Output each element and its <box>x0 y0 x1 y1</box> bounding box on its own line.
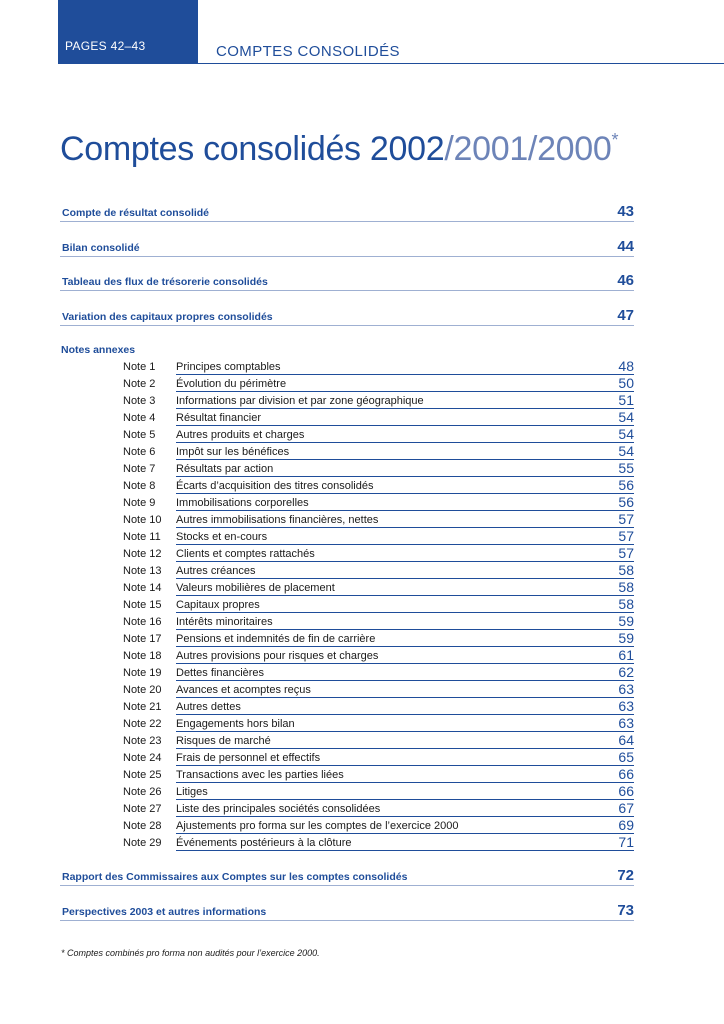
note-leader <box>176 732 634 749</box>
note-page: 59 <box>618 630 634 646</box>
note-page: 51 <box>618 392 634 408</box>
note-page: 57 <box>618 511 634 527</box>
toc-note-row[interactable] <box>0 800 724 817</box>
note-page: 66 <box>618 783 634 799</box>
toc-note-row[interactable] <box>0 681 724 698</box>
note-page: 63 <box>618 681 634 697</box>
note-leader <box>176 579 634 596</box>
note-page: 48 <box>618 358 634 374</box>
note-title: Dettes financières <box>176 667 265 679</box>
note-title: Impôt sur les bénéfices <box>176 446 290 458</box>
toc-note-row[interactable] <box>0 562 724 579</box>
note-leader <box>176 494 634 511</box>
toc-entry-equity-changes[interactable] <box>60 307 634 326</box>
toc-note-row[interactable] <box>0 545 724 562</box>
toc-entry-balance-sheet[interactable] <box>60 238 634 257</box>
note-number: Note 3 <box>123 395 156 407</box>
note-title: Informations par division et par zone géographique <box>176 395 424 407</box>
note-title: Autres dettes <box>176 701 241 713</box>
note-page: 56 <box>618 494 634 510</box>
note-leader <box>176 800 634 817</box>
note-title: Évolution du périmètre <box>176 378 287 390</box>
title-asterisk: * <box>611 130 619 150</box>
toc-entry-page: 44 <box>617 238 634 255</box>
toc-entry-label: Variation des capitaux propres consolidés <box>62 311 273 323</box>
note-title: Immobilisations corporelles <box>176 497 309 509</box>
note-number: Note 18 <box>123 650 162 662</box>
toc-note-row[interactable] <box>0 698 724 715</box>
note-leader <box>176 358 634 375</box>
toc-entry-auditors-report[interactable] <box>60 867 634 886</box>
note-page: 57 <box>618 545 634 561</box>
note-page: 58 <box>618 596 634 612</box>
note-page: 54 <box>618 443 634 459</box>
note-leader <box>176 630 634 647</box>
toc-note-row[interactable] <box>0 613 724 630</box>
toc-note-row[interactable] <box>0 579 724 596</box>
note-page: 59 <box>618 613 634 629</box>
note-leader <box>176 664 634 681</box>
note-leader <box>176 681 634 698</box>
note-leader <box>176 409 634 426</box>
note-leader <box>176 817 634 834</box>
toc-note-row[interactable] <box>0 783 724 800</box>
note-page: 58 <box>618 579 634 595</box>
note-number: Note 14 <box>123 582 162 594</box>
header-divider <box>198 63 724 64</box>
note-page: 71 <box>618 834 634 850</box>
note-page: 69 <box>618 817 634 833</box>
note-title: Principes comptables <box>176 361 281 373</box>
toc-note-row[interactable] <box>0 664 724 681</box>
toc-note-row[interactable] <box>0 647 724 664</box>
note-leader <box>176 596 634 613</box>
note-number: Note 7 <box>123 463 156 475</box>
note-page: 54 <box>618 426 634 442</box>
note-leader <box>176 528 634 545</box>
note-title: Intérêts minoritaires <box>176 616 273 628</box>
note-number: Note 20 <box>123 684 162 696</box>
note-leader <box>176 698 634 715</box>
note-title: Clients et comptes rattachés <box>176 548 315 560</box>
note-page: 58 <box>618 562 634 578</box>
notes-list <box>0 358 724 851</box>
note-number: Note 22 <box>123 718 162 730</box>
note-title: Liste des principales sociétés consolidées <box>176 803 381 815</box>
note-title: Capitaux propres <box>176 599 260 611</box>
note-leader <box>176 443 634 460</box>
note-title: Avances et acomptes reçus <box>176 684 311 696</box>
note-leader <box>176 545 634 562</box>
toc-entry-page: 72 <box>617 867 634 884</box>
note-leader <box>176 562 634 579</box>
note-number: Note 4 <box>123 412 156 424</box>
section-title: COMPTES CONSOLIDÉS <box>216 43 400 60</box>
note-page: 54 <box>618 409 634 425</box>
note-number: Note 13 <box>123 565 162 577</box>
toc-entry-page: 46 <box>617 272 634 289</box>
toc-note-row[interactable] <box>0 460 724 477</box>
pages-label: PAGES 42–43 <box>65 39 146 53</box>
note-page: 65 <box>618 749 634 765</box>
toc-note-row[interactable] <box>0 477 724 494</box>
toc-note-row[interactable] <box>0 426 724 443</box>
note-number: Note 27 <box>123 803 162 815</box>
footnote: * Comptes combinés pro forma non audités pour l’exercice 2000. <box>61 948 320 958</box>
toc-entry-page: 43 <box>617 203 634 220</box>
note-page: 64 <box>618 732 634 748</box>
note-number: Note 16 <box>123 616 162 628</box>
note-title: Événements postérieurs à la clôture <box>176 837 352 849</box>
note-page: 61 <box>618 647 634 663</box>
toc-note-row[interactable] <box>0 630 724 647</box>
toc-entry-outlook[interactable] <box>60 902 634 921</box>
note-number: Note 6 <box>123 446 156 458</box>
toc-note-row[interactable] <box>0 511 724 528</box>
note-number: Note 29 <box>123 837 162 849</box>
note-number: Note 28 <box>123 820 162 832</box>
note-title: Frais de personnel et effectifs <box>176 752 321 764</box>
toc-note-row[interactable] <box>0 409 724 426</box>
note-number: Note 1 <box>123 361 156 373</box>
note-leader <box>176 715 634 732</box>
note-title: Autres immobilisations financières, nettes <box>176 514 379 526</box>
toc-entry-label: Compte de résultat consolidé <box>62 207 210 219</box>
toc-entry-income-statement[interactable] <box>60 203 634 222</box>
note-page: 56 <box>618 477 634 493</box>
page-number-tab <box>58 0 198 64</box>
note-page: 63 <box>618 715 634 731</box>
note-number: Note 17 <box>123 633 162 645</box>
note-page: 63 <box>618 698 634 714</box>
note-number: Note 5 <box>123 429 156 441</box>
note-number: Note 15 <box>123 599 162 611</box>
note-title: Autres produits et charges <box>176 429 305 441</box>
toc-note-row[interactable] <box>0 749 724 766</box>
toc-note-row[interactable] <box>0 494 724 511</box>
toc-note-row[interactable] <box>0 596 724 613</box>
note-title: Valeurs mobilières de placement <box>176 582 335 594</box>
note-number: Note 8 <box>123 480 156 492</box>
note-leader <box>176 460 634 477</box>
note-leader <box>176 426 634 443</box>
note-title: Litiges <box>176 786 208 798</box>
note-number: Note 23 <box>123 735 162 747</box>
note-leader <box>176 647 634 664</box>
toc-note-row[interactable] <box>0 834 724 851</box>
note-number: Note 9 <box>123 497 156 509</box>
note-title: Ajustements pro forma sur les comptes de l’exercice 2000 <box>176 820 459 832</box>
note-title: Engagements hors bilan <box>176 718 295 730</box>
toc-note-row[interactable] <box>0 817 724 834</box>
note-leader <box>176 834 634 851</box>
note-page: 50 <box>618 375 634 391</box>
note-leader <box>176 477 634 494</box>
note-number: Note 12 <box>123 548 162 560</box>
note-title: Transactions avec les parties liées <box>176 769 344 781</box>
note-page: 62 <box>618 664 634 680</box>
toc-note-row[interactable] <box>0 375 724 392</box>
note-leader <box>176 766 634 783</box>
note-number: Note 2 <box>123 378 156 390</box>
note-number: Note 25 <box>123 769 162 781</box>
note-leader <box>176 783 634 800</box>
notes-heading: Notes annexes <box>61 344 136 356</box>
title-years-suffix: /2001/2000 <box>444 130 612 168</box>
page-title <box>60 130 618 169</box>
note-number: Note 24 <box>123 752 162 764</box>
note-title: Résultat financier <box>176 412 261 424</box>
note-number: Note 21 <box>123 701 162 713</box>
note-number: Note 10 <box>123 514 162 526</box>
note-title: Autres provisions pour risques et charges <box>176 650 379 662</box>
toc-entry-label: Tableau des flux de trésorerie consolidés <box>62 276 268 288</box>
note-leader <box>176 392 634 409</box>
toc-note-row[interactable] <box>0 443 724 460</box>
toc-note-row[interactable] <box>0 392 724 409</box>
toc-entry-page: 47 <box>617 307 634 324</box>
toc-note-row[interactable] <box>0 528 724 545</box>
note-number: Note 19 <box>123 667 162 679</box>
note-title: Risques de marché <box>176 735 271 747</box>
note-leader <box>176 375 634 392</box>
note-title: Résultats par action <box>176 463 274 475</box>
toc-entry-label: Perspectives 2003 et autres informations <box>62 906 267 918</box>
toc-entry-cash-flow[interactable] <box>60 272 634 291</box>
note-leader <box>176 511 634 528</box>
note-title: Pensions et indemnités de fin de carrière <box>176 633 376 645</box>
note-number: Note 11 <box>123 531 161 543</box>
note-title: Écarts d’acquisition des titres consolidés <box>176 480 374 492</box>
note-number: Note 26 <box>123 786 162 798</box>
title-main: Comptes consolidés 2002 <box>60 130 445 168</box>
note-title: Autres créances <box>176 565 256 577</box>
note-page: 55 <box>618 460 634 476</box>
note-title: Stocks et en-cours <box>176 531 268 543</box>
note-page: 67 <box>618 800 634 816</box>
note-leader <box>176 613 634 630</box>
toc-entry-label: Bilan consolidé <box>62 242 140 254</box>
toc-note-row[interactable] <box>0 732 724 749</box>
toc-note-row[interactable] <box>0 715 724 732</box>
toc-entry-label: Rapport des Commissaires aux Comptes sur les comptes consolidés <box>62 871 408 883</box>
note-page: 66 <box>618 766 634 782</box>
note-leader <box>176 749 634 766</box>
note-page: 57 <box>618 528 634 544</box>
toc-note-row[interactable] <box>0 766 724 783</box>
toc-note-row[interactable] <box>0 358 724 375</box>
toc-entry-page: 73 <box>617 902 634 919</box>
